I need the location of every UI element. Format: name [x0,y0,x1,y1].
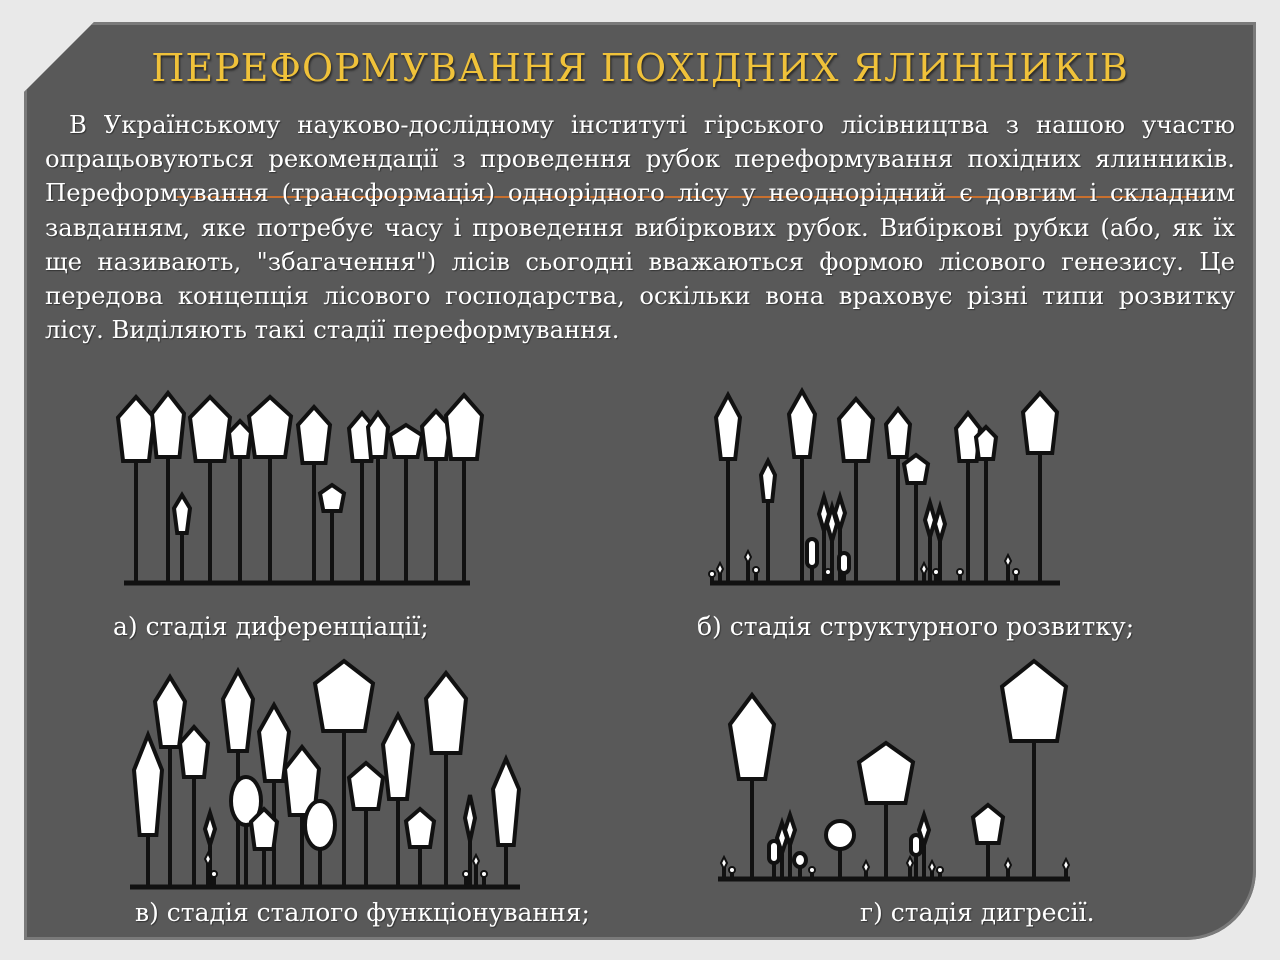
tree-crown [935,507,945,541]
tree-crown [390,425,422,457]
tree-crown [368,413,388,457]
tree-crown [826,821,854,849]
stage-c-diagram [120,655,530,895]
tree-crown [426,673,466,753]
tree-crown [839,553,849,573]
tree-crown [174,495,190,533]
tree-crown [406,809,434,847]
seedling [481,871,487,877]
seedling [745,551,751,563]
seedling [717,563,723,575]
tree-crown [315,661,373,731]
tree-crown [807,539,817,567]
seedling [1005,859,1011,871]
tree-crown [298,407,330,463]
tree-crown [205,813,215,845]
tree-crown [118,397,154,461]
seedling [825,569,831,575]
tree-crown [839,399,873,461]
seedling [1063,859,1069,871]
seedling [709,571,715,577]
tree-crown [152,393,184,457]
seedling [937,867,943,873]
tree-crown [973,805,1003,843]
seedling [863,861,869,873]
tree-crown [1002,661,1066,741]
stage-c-caption: в) стадія сталого функціонування; [135,898,590,927]
seedling [729,867,735,873]
tree-crown [886,409,910,457]
seedling [1013,569,1019,575]
tree-crown [911,835,921,855]
tree-crown [493,759,519,845]
tree-crown [180,727,208,777]
tree-crown [919,815,929,845]
seedling [907,857,913,869]
stage-a-diagram [110,385,480,590]
seedling [933,569,939,575]
seedling [211,871,217,877]
tree-crown [155,677,185,747]
stage-d-diagram [710,655,1080,885]
tree-crown [223,671,253,751]
tree-crown [190,397,230,461]
stage-d-caption: г) стадія дигресії. [860,898,1095,927]
tree-crown [925,503,935,537]
tree-crown [904,455,928,483]
stage-b-diagram [700,385,1070,590]
tree-crown [794,853,806,867]
seedling [929,861,935,873]
tree-crown [835,497,845,529]
seedling [473,855,479,867]
tree-crown [730,695,774,779]
tree-crown [305,801,335,849]
seedling [809,867,815,873]
seedling [721,857,727,869]
slide-title: ПЕРЕФОРМУВАННЯ ПОХІДНИХ ЯЛИННИКІВ [151,46,1129,90]
tree-crown [859,743,913,803]
intro-paragraph: В Українському науково-дослідному інституті гірського лісівництва з нашою участю опрацьовуються рекомендації з проведення рубок переформування похідних ялинників. Переформування (трансформація) однорідного лісу у неоднорідний є довгим і складним завданням, яке потребує часу і проведення вибіркових рубок. Вибіркові рубки (або, як їх ще називають, "збагачення") лісів сьогодні вважаються формою лісового генезису. Це передова концепція лісового господарства, оскільки вона враховує різні типи розвитку лісу. Виділяють такі стадії переформування. [45,110,1235,345]
tree-crown [383,715,413,799]
seedling [1005,555,1011,567]
tree-crown [789,391,815,457]
seedling [957,569,963,575]
tree-crown [761,461,775,501]
tree-crown [785,815,795,845]
tree-crown [229,421,251,457]
tree-crown [320,485,344,511]
tree-crown [1023,393,1057,453]
tree-crown [465,795,475,841]
tree-crown [134,735,162,835]
tree-crown [349,763,383,809]
stage-a-caption: а) стадія диференціації; [113,612,429,641]
tree-crown [446,395,482,459]
stage-b-caption: б) стадія структурного розвитку; [697,612,1135,641]
tree-crown [716,395,740,459]
seedling [921,563,927,575]
tree-crown [976,427,996,459]
tree-crown [249,397,291,457]
seedling [753,567,759,573]
seedling [463,871,469,877]
